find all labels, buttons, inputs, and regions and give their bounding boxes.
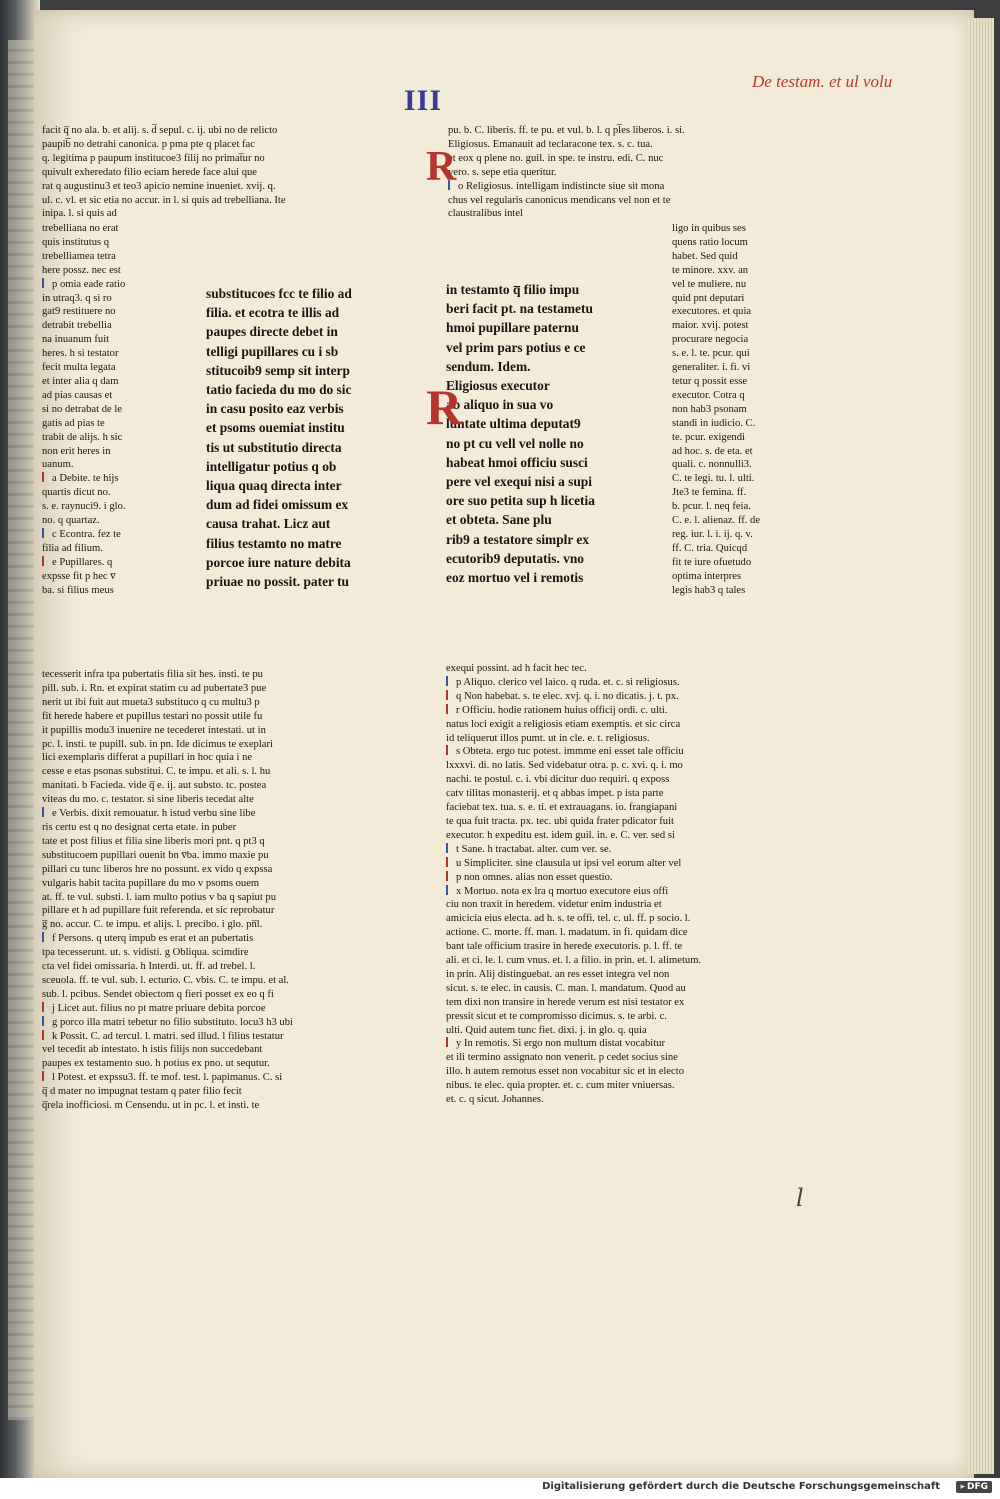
text-line: et ili termino assignato non venerit. p cedet socius sine [446, 1052, 678, 1064]
text-line: ciu non traxit in heredem. videtur enim industria et [446, 899, 662, 911]
text-line: gatis ad pias te [42, 417, 105, 429]
paragraph-mark-icon [446, 871, 454, 881]
text-line: no. q quartaz. [42, 515, 100, 527]
text-line: eoz mortuo vel i remotis [446, 570, 584, 586]
text-line: intelligatur potius q ob [206, 458, 337, 474]
text-line: c Econtra. fez te [42, 528, 164, 542]
paragraph-mark-icon [42, 932, 50, 942]
text-line: ul. c. vl. et sic etia no accur. in l. si quis ad trebelliana. Ite [42, 194, 286, 206]
running-title: De testam. et ul volu [752, 72, 893, 91]
text-line: et eox q plene no. guil. in spe. te instru. edi. C. nuc [448, 152, 664, 164]
text-line: p omia eade ratio [42, 278, 164, 292]
paragraph-mark-icon [42, 528, 50, 538]
text-line: pillari cu tunc liberos hre no possunt. ex vido q expssa [42, 863, 273, 875]
paragraph-mark-icon [42, 472, 50, 482]
dfg-logo: ▸ DFG [956, 1481, 992, 1493]
text-line: cta vel fidei omissaria. h Interdi. ut. ff. ad trebel. l. [42, 961, 256, 973]
text-line: et obteta. Sane plu [446, 512, 552, 528]
text-line: trebelliamea tetra [42, 250, 116, 262]
text-line: k Possit. C. ad tercul. l. matri. sed illud. l filius testatur [42, 1030, 398, 1044]
text-line: legis hab3 q tales [672, 584, 746, 596]
text-line: chus vel regularis canonicus mendicans vel non et te [448, 194, 671, 206]
text-line: trebelliana no erat [42, 223, 119, 234]
text-line: paupes directe debet in [206, 324, 338, 340]
text-line: ff. C. tria. Quicqd [672, 542, 748, 554]
text-line: tatio facieda du mo do sic [206, 382, 352, 398]
text-line: quartis dicut no. [42, 487, 111, 499]
text-line: here possz. nec est [42, 264, 121, 276]
text-line: ore suo petita sup h licetia [446, 493, 595, 509]
text-line: te qua fuit tracta. px. tec. ubi quida frater pdicator fuit [446, 815, 674, 827]
paragraph-mark-icon [446, 676, 454, 686]
text-line: at. ff. te vul. substi. l. iam multo potius v ba q sapiut pu [42, 891, 277, 903]
gloss-right-top [448, 124, 800, 221]
text-line: faciebat tex. tua. s. e. ti. et extrauagans. io. frangiapani [446, 802, 678, 814]
text-line: q. legitima p paupum institucoe3 filij no primat̅ur no [42, 152, 265, 164]
facing-page-strip [8, 40, 34, 1420]
text-line: s Obteta. ergo tuc potest. immme eni esset tale officiu [446, 745, 802, 759]
text-line: paupib̅ no detrahi canonica. p pma pte q placet fac [42, 138, 255, 150]
text-line: illo. h autem remotus esset non vocabitur sic et in electo [446, 1066, 685, 1078]
text-line: executor. Cotra q [672, 389, 745, 401]
text-line: vero. s. sepe etia queritur. [448, 166, 557, 178]
text-line: t Sane. h tractabat. alter. cum ver. se. [446, 843, 802, 857]
text-line: vel tecedit ab intestato. h istis filijs non succedebant [42, 1044, 263, 1056]
text-line: sicut. s. te elec. in causis. C. man. l. mandatum. Quod au [446, 982, 686, 994]
text-line: in prin. Alij distinguebat. an res esset integra vel non [446, 968, 670, 980]
text-line: lxxxvi. di. no latis. Sed videbatur otra. p. c. xvi. q. i. mo [446, 760, 683, 772]
text-line: natus loci exigit a religiosis etiam exemptis. et sic circa [446, 718, 681, 730]
paragraph-mark-icon [446, 857, 454, 867]
text-line: ad pias causas et [42, 389, 113, 401]
text-line: actione. C. morte. ff. man. l. madatum. in fi. quidam dice [446, 927, 688, 939]
text-line: na inuanum fuit [42, 334, 110, 346]
text-line: ab aliquo in sua vo [446, 397, 554, 413]
text-line: liqua quaq directa inter [206, 478, 342, 494]
text-line: pillare et h ad pupillare fuit referenda. et sic reprobatur [42, 905, 275, 917]
handwritten-folio-note: l [796, 1184, 804, 1212]
text-line: standi in iudicio. C. [672, 417, 756, 429]
text-line: habeat hmoi officiu susci [446, 454, 588, 470]
text-line: paupes ex testamento suo. h potius ex pno. ut sequtur. [42, 1058, 270, 1070]
text-line: C. e. l. alienaz. ff. de [672, 515, 761, 527]
text-line: nachi. te postul. c. i. vbi dicitur duo requiri. q exposs [446, 774, 670, 786]
text-line: porcoe iure nature debita [206, 554, 351, 570]
text-line: s. e. l. te. pcur. qui [672, 348, 750, 360]
text-line: expsse fit p hec v̅ [42, 570, 116, 582]
text-line: filia ad filium. [42, 542, 103, 554]
text-line: x Mortuo. nota ex lra q mortuo executore eius offi [446, 885, 802, 899]
text-line: filia. et ecotra te illis ad [206, 305, 340, 321]
text-line: g̅ no. accur. C. te impu. et alijs. l. precibo. i glo. pn̅l. [42, 919, 263, 931]
rubricated-initial-r-main: R [426, 379, 463, 435]
text-line: tis ut substitutio directa [206, 439, 342, 455]
text-line: luntate ultima deputat9 [446, 416, 581, 432]
text-line: tecesserit infra tpa pubertatis filia sit hes. insti. te pu [42, 669, 263, 680]
text-line: si no detrabat de le [42, 403, 123, 415]
gloss-left-bottom [42, 668, 398, 1113]
text-line: vulgaris habit tacita pupillare du mo v psoms ouem [42, 877, 260, 889]
text-line: substitucoes fcc te filio ad [206, 286, 352, 301]
digitization-footer [0, 1478, 1000, 1499]
text-line: pc. l. insti. te pupill. sub. in pn. Ide dicimus te exeplari [42, 738, 273, 750]
gloss-right-bottom [446, 662, 802, 1107]
text-line: Eligiosus. Emanauit ad teclaracone tex. s. c. tua. [448, 138, 653, 150]
text-line: stitucoib9 semp sit interp [206, 362, 350, 378]
text-line: lici exemplaris differat a pupillari in hoc quia i ne [42, 752, 253, 764]
text-line: trabit de alijs. h sic [42, 431, 123, 443]
text-line: facit q̅ no ala. b. et alij. s. d̅ sepul. c. ij. ubi no de relicto [42, 125, 278, 136]
text-line: non erit heres in [42, 445, 111, 457]
text-line: priuae no possit. pater tu [206, 574, 349, 590]
rubricated-initial-r-top: R [426, 144, 457, 190]
funding-credit: Digitalisierung gefördert durch die Deutsche Forschungsgemeinschaft [542, 1481, 940, 1492]
text-line: in testamto q̅ filio impu [446, 282, 580, 297]
text-line: non hab3 psonam [672, 403, 747, 415]
text-line: ad hoc. s. de eta. et [672, 445, 753, 457]
paragraph-mark-icon [446, 1037, 454, 1047]
text-line: fit te iure ofuetudo [672, 556, 752, 568]
text-line: generaliter. i. fi. vi [672, 362, 751, 374]
gloss-left-narrow [42, 222, 164, 597]
paragraph-mark-icon [42, 1002, 50, 1012]
text-line: et. c. q sicut. Johannes. [446, 1094, 544, 1106]
text-line: quid pnt deputari [672, 292, 745, 304]
text-line: in casu posito eaz verbis [206, 401, 344, 417]
text-line: sceuola. ff. te vul. sub. l. ecturio. C. vbis. C. te impu. et al. [42, 974, 289, 986]
text-line: dum ad fidei omissum ex [206, 497, 349, 513]
text-line: no pt cu vell vel nolle no [446, 435, 584, 451]
text-line: claustralibus intel [448, 208, 524, 220]
text-line: quens ratio locum [672, 236, 748, 248]
text-line: sub. l. pcibus. Sendet obiectom q fieri posset ex eo q fi [42, 988, 274, 1000]
paragraph-mark-icon [446, 704, 454, 714]
text-line: amicicia eius electa. ad h. s. te offi. tel. c. ul. ff. p socio. l. [446, 913, 691, 925]
text-line: a Debite. te hijs [42, 472, 164, 486]
paragraph-mark-icon [42, 1030, 50, 1040]
text-line: in utraq3. q si ro [42, 292, 112, 304]
text-line: executores. et quia [672, 306, 752, 318]
text-line: fecit multa legata [42, 362, 116, 374]
text-line: causa trahat. Licz aut [206, 516, 331, 532]
text-line: b. pcur. l. neq feia. [672, 501, 751, 513]
text-line: y In remotis. Si ergo non multum distat vocabitur [446, 1037, 802, 1051]
paragraph-mark-icon [446, 843, 454, 853]
text-line: pere vel exequi nisi a supi [446, 474, 592, 490]
text-line: nibus. te elec. quia propter. et. c. cum miter vniuersas. [446, 1080, 675, 1092]
text-line: quis institutus q [42, 236, 110, 248]
paragraph-mark-icon [42, 1071, 50, 1081]
text-line: nerit ut ibi fuit aut mueta3 substituco q cu multu3 p [42, 696, 260, 708]
text-line: s. e. raynuci9. i glo. [42, 501, 126, 513]
text-line: quivult exheredato filio eciam herede face alui que [42, 166, 258, 178]
text-line: pill. sub. i. Rn. et expirat statim cu ad pubertate3 pue [42, 682, 267, 694]
text-line: ris certu est q no designat certa etate. in puber [42, 821, 237, 833]
text-line: p Aliquo. clerico vel laico. q ruda. et. c. si religiosus. [446, 676, 802, 690]
text-line: tate et post filius et filia sine liberis mori pnt. q pt3 q [42, 835, 265, 847]
text-line: detrabit trebellia [42, 320, 112, 332]
paragraph-mark-icon [42, 556, 50, 566]
text-line: o Religiosus. intelligam indistincte siue sit mona [448, 180, 800, 194]
paragraph-mark-icon [446, 745, 454, 755]
gloss-left-top [42, 124, 392, 221]
text-line: hmoi pupillare paternu [446, 320, 579, 336]
text-line: catv tilitas monasterij. et q abbas impet. p ista parte [446, 788, 664, 800]
text-line: e Verbis. dixit remouatur. h istud verbu sine libe [42, 807, 398, 821]
text-line: beri facit pt. na testametu [446, 301, 593, 317]
text-line: procurare negocia [672, 334, 749, 346]
text-line: u Simpliciter. sine clausula ut ipsi vel eorum alter vel [446, 857, 802, 871]
text-line: q̅ d mater no impugnat testam q pater filio fecit [42, 1086, 242, 1098]
paragraph-mark-icon [42, 278, 50, 288]
paragraph-mark-icon [446, 885, 454, 895]
text-line: Eligiosus executor [446, 378, 550, 394]
page-foliation: III [404, 84, 443, 117]
main-text-column-2 [446, 280, 646, 587]
text-line: tpa tecesserunt. ut. s. vidisti. g Obliqua. scimdire [42, 947, 249, 959]
text-line: r Officiu. hodie rationem huius officij ordi. c. ulti. [446, 704, 802, 718]
text-line: sendum. Idem. [446, 358, 531, 374]
text-line: uanum. [42, 459, 74, 471]
text-line: telligi pupillares cu i sb [206, 343, 339, 359]
text-line: exequi possint. ad h facit hec tec. [446, 663, 587, 674]
paragraph-mark-icon [42, 1016, 50, 1026]
text-line: C. te legi. tu. l. ulti. [672, 473, 755, 485]
page-block-edges [968, 18, 994, 1474]
main-text-column-1 [206, 284, 398, 591]
text-line: f Persons. q uterq impub es erat et an pubertatis [42, 932, 398, 946]
text-line: id teliquerut illos pumt. ut in cle. e. t. religiosus. [446, 732, 650, 744]
text-line: optima interpres [672, 570, 742, 582]
text-line: substitucoem pupillari ouenit bn v̅ba. immo maxie pu [42, 849, 269, 861]
text-line: te minore. xxv. an [672, 264, 749, 276]
text-line: cesse e etas psonas substitui. C. te impu. et ali. s. l. hu [42, 766, 271, 778]
text-line: q̅rela inofficiosi. m Censendu. ut in pc. l. et insti. te [42, 1100, 260, 1112]
text-line: ligo in quibus ses [672, 223, 746, 234]
text-line: ecutorib9 deputatis. vno [446, 550, 585, 566]
text-line: rib9 a testatore simplr ex [446, 531, 590, 547]
text-line: vel te muliere. nu [672, 278, 747, 290]
text-line: e Pupillares. q [42, 556, 164, 570]
text-line: vel prim pars potius e ce [446, 339, 586, 355]
text-line: it pupillis modu3 inuenire ne tecederet intestati. ut in [42, 724, 266, 736]
text-line: quali. c. nonnulli3. [672, 459, 752, 471]
text-line: executor. h expeditu est. idem guil. in. e. C. ver. sed si [446, 829, 675, 841]
text-line: manitati. b Facieda. vide q̅ e. ij. aut substo. tc. postea [42, 780, 267, 792]
text-line: l Potest. et expssu3. ff. te mof. test. l. papimanus. C. si [42, 1071, 398, 1085]
text-line: et inter alia q dam [42, 375, 119, 387]
text-line: gat9 restituere no [42, 306, 116, 318]
text-line: bant tale officium trasire in herede executoris. p. l. ff. te [446, 941, 683, 953]
text-line: pu. b. C. liberis. ff. te pu. et vul. b. l. q pl̅es liberos. i. si. [448, 125, 685, 136]
text-line: j Licet aut. filius no pt matre priuare debita porcoe [42, 1002, 398, 1016]
text-line: te. pcur. exigendi [672, 431, 745, 443]
text-line: et psoms ouemiat institu [206, 420, 345, 436]
text-line: ba. si filius meus [42, 584, 114, 596]
text-line: fit herede habere et pupillus testari no possit utile fu [42, 710, 263, 722]
text-line: tem dixi non transire in herede verum est nisi testator ex [446, 996, 685, 1008]
text-line: q Non habebat. s. te elec. xvj. q. i. no dicatis. j. t. px. [446, 690, 802, 704]
text-line: habet. Sed quid [672, 250, 738, 262]
paragraph-mark-icon [42, 807, 50, 817]
text-line: tetur q possit esse [672, 375, 748, 387]
paragraph-mark-icon [446, 690, 454, 700]
text-line: rat q augustinu3 et teo3 apicio nemine inueniet. xvij. q. [42, 180, 276, 192]
text-line: g porco illa matri tebetur no filio substituto. locu3 h3 ubi [42, 1016, 398, 1030]
text-line: maior. xvij. potest [672, 320, 749, 332]
text-line: viteas du mo. c. testator. si sine liberis tecedat alte [42, 794, 254, 806]
text-line: ali. et ci. le. l. cum vnus. et. l. a filio. in prin. et. l. alimetum. [446, 955, 702, 967]
text-line: inipa. l. si quis ad [42, 208, 117, 220]
text-line: filius testamto no matre [206, 535, 342, 551]
text-line: pressit sicut et te compromisso dicimus. s. te arbi. c. [446, 1010, 667, 1022]
text-line: ulti. Quid autem tunc fiet. dixi. j. in glo. q. quia [446, 1024, 647, 1036]
text-line: Jte3 te femina. ff. [672, 487, 747, 499]
text-line: reg. iur. l. i. ij. q. v. [672, 528, 753, 540]
gloss-right-narrow [672, 222, 800, 597]
text-line: heres. h si testator [42, 348, 119, 360]
text-line: p non omnes. alias non esset questio. [446, 871, 802, 885]
